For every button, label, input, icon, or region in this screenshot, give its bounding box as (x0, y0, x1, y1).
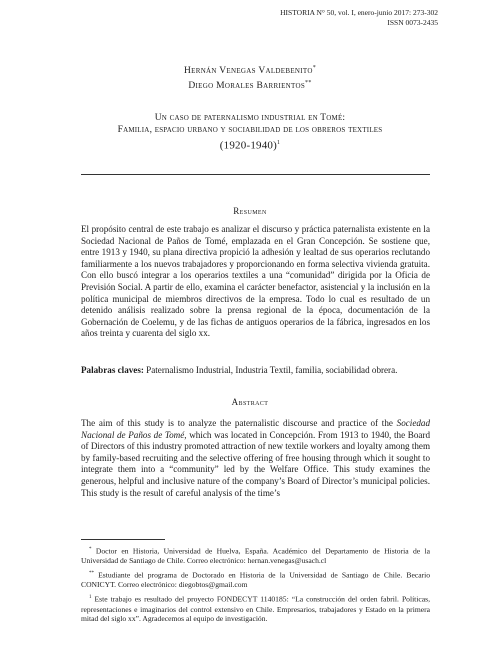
footnote-mark-2: ** (305, 80, 312, 87)
footnotes (81, 545, 430, 627)
footnote-3: $^1$ Este trabajo es resultado del proyecto FONDECYT 1140185: “La construcción del orden fabril. Políticas, representaciones e imaginarios del control extensivo en Chile. Empresarios, trabajadores y Estado en la primera mitad del siglo xx”. Agradecemos al equipo de investigación. (81, 594, 430, 624)
keywords-label: Palabras claves: (81, 365, 144, 375)
footnote-2: ** Estudiante del programa de Doctorado en Historia de la Universidad de Santiago de Chile. Becario CONICYT. Correo electrónico: diegobtos@gmail.com (81, 570, 430, 590)
top-rule (81, 174, 430, 175)
running-head (280, 8, 438, 28)
title-line-1: Un caso de paternalismo industrial en Tomé: (154, 113, 346, 123)
author-block (0, 62, 500, 92)
footnote-mark-1: * (312, 65, 317, 71)
resumen-text: El propósito central de este trabajo es analizar el discurso y práctica paternalista existente en la Sociedad Nacional de Paños de Tomé, emplazada en el Gran Concepción. Se sostiene que, entre 1913 y 1940, su plana directiva propició la adhesión y lealtad de sus operarios reclutando familiarmente a los nuevos trabajadores y proporcionando en forma selectiva vivienda gratuita. Con ello buscó integrar a los operarios textiles a una “comunidad” dirigida por la Oficia de Previsión Social. A partir de ello, examina el carácter benefactor, asistencial y la inclusión en la política municipal de miembros directivos de la empresa. Todo lo cual es resultado de un detenido análisis realizado sobre la prensa regional de la época, documentación de la Gobernación de Coelemu, y de las fichas de antiguos operarios de la fábrica, ingresados en los años treinta y cuarenta del siglo xx. (81, 224, 430, 339)
resumen-body (81, 224, 430, 340)
title-years: (1920-1940)$^1$ (219, 139, 281, 152)
author-1: Hernán Venegas Valdebenito* (183, 65, 317, 77)
abstract-text: The aim of this study is to analyze the paternalistic discourse and practice of the Sociedad Nacional de Paños de Tomé, which was located in Concepción. From 1913 to 1940, the Board of Directors of this industry promoted attraction of new textile workers and loyalty among them by family-based recruiting and the selective offering of free housing through which it sought to integrate them into a “community” led by the Welfare Office. This study examines the generous, helpful and inclusive nature of the company’s Board of Director’s municipal policies. This study is the result of careful analysis of the time’s (81, 418, 431, 498)
keywords (81, 365, 430, 377)
abstract-heading: Abstract (231, 397, 269, 407)
issn: ISSN 0073-2435 (387, 18, 438, 27)
resumen-heading: Resumen (233, 206, 267, 216)
keywords-text: Paternalismo Industrial, Industria Textil, familia, sociabilidad obrera. (143, 365, 398, 375)
footnote-rule (81, 539, 165, 540)
journal-citation: HISTORIA N° 50, vol. I, enero-junio 2017: 273-302 (280, 8, 438, 17)
company-name: Sociedad Nacional de Paños de Tomé (81, 418, 430, 440)
title-footnote-mark: 1 (277, 140, 281, 146)
article-title (0, 112, 500, 153)
author-2: Diego Morales Barrientos** (188, 80, 312, 92)
title-line-2: Familia, espacio urbano y sociabilidad de los obreros textiles (117, 125, 383, 135)
abstract-body (81, 418, 430, 499)
footnote-1: * Doctor en Historia, Universidad de Huelva, España. Académico del Departamento de Historia de la Universidad de Santiago de Chile. Correo electrónico: hernan.venegas@usach.cl (81, 546, 430, 566)
